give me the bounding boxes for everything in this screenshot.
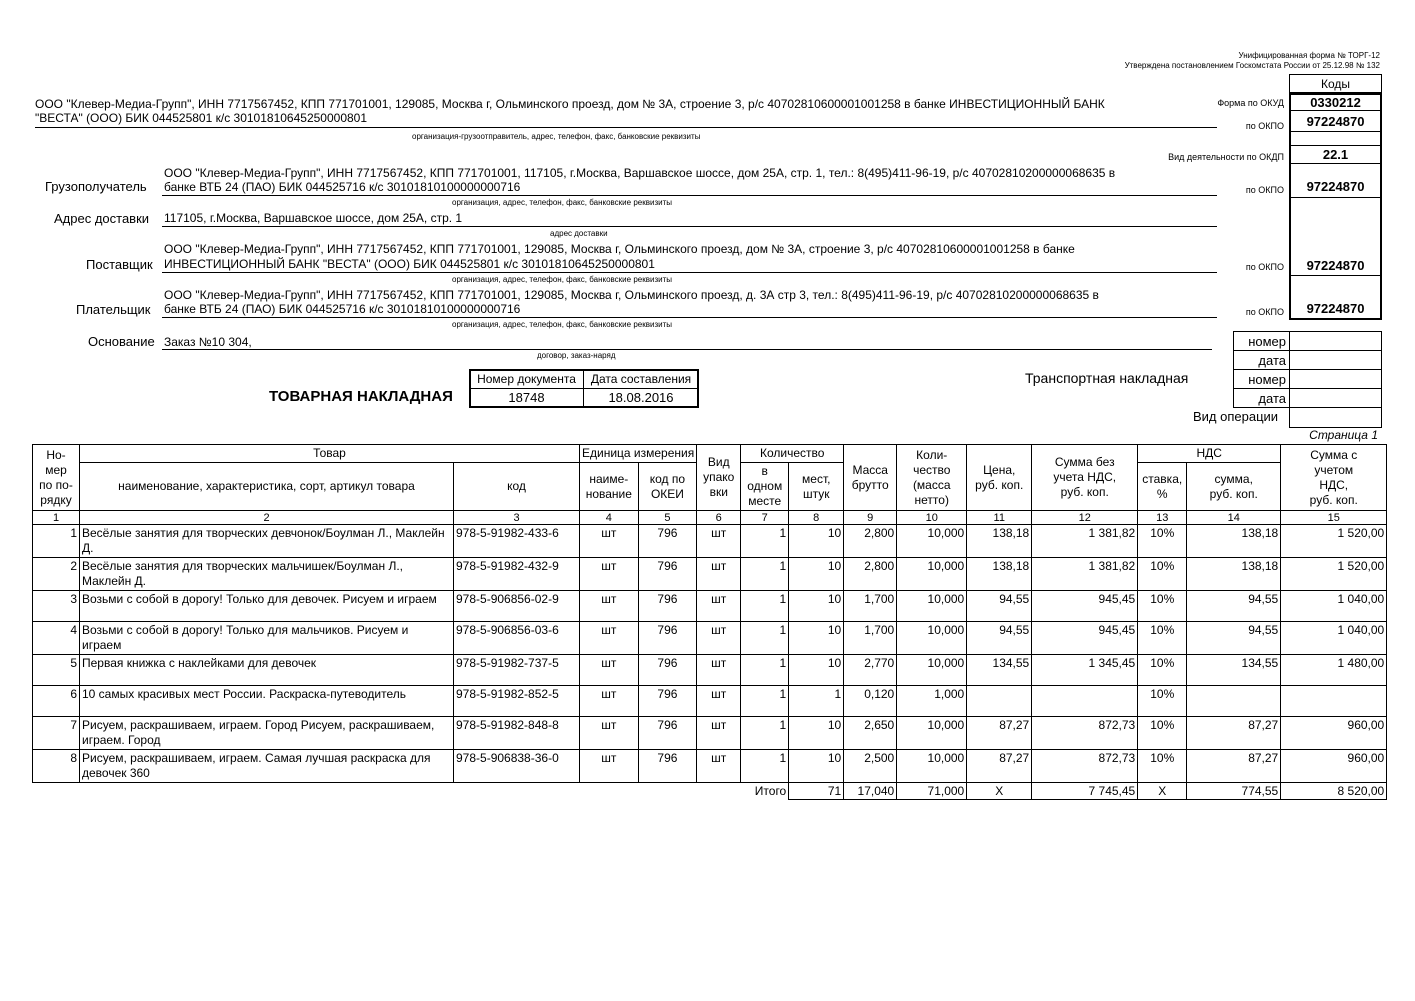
supplier-line-2: ИНВЕСТИЦИОННЫЙ БАНК "ВЕСТА" (ООО) БИК 044525801 к/с 30101810645250000801 xyxy=(164,257,655,271)
table-row xyxy=(33,525,1387,558)
item-places: 10 xyxy=(789,750,844,783)
document-number: 18748 xyxy=(508,390,545,405)
header-code: код xyxy=(454,463,580,511)
document-date: 18.08.2016 xyxy=(608,390,674,405)
item-qty-one: 1 xyxy=(741,750,789,783)
row-number: 7 xyxy=(33,717,80,750)
sender-line-1: ООО "Клевер-Медиа-Групп", ИНН 7717567452, КПП 771701001, 129085, Москва г, Ольминского проезд, дом № 3А, строение 3, р/с 40702810600001001258 в банке ИНВЕСТИЦИОННЫЙ БАНК xyxy=(35,97,1105,111)
item-unit: шт xyxy=(580,750,639,783)
col-num: 15 xyxy=(1281,511,1387,525)
receiver-line-2: банке ВТБ 24 (ПАО) БИК 044525716 к/с 30101810100000000716 xyxy=(164,180,521,194)
table-row xyxy=(33,750,1387,783)
codes-empty-cell xyxy=(1289,131,1382,145)
item-unit: шт xyxy=(580,686,639,717)
header-unit-okei: код по ОКЕИ xyxy=(638,463,697,511)
totals-spacer xyxy=(33,783,741,800)
item-name: Возьми с собой в дорогу! Только для мальчиков. Рисуем и играем xyxy=(80,622,454,655)
operation-value xyxy=(1289,407,1382,428)
col-num: 13 xyxy=(1138,511,1187,525)
item-vat-sum xyxy=(1187,686,1281,717)
item-sum-with-vat: 1 520,00 xyxy=(1281,558,1387,591)
document-title: ТОВАРНАЯ НАКЛАДНАЯ xyxy=(269,388,453,405)
basis-number-label: номер xyxy=(1233,331,1290,351)
basis-value: Заказ №10 304, xyxy=(164,335,252,349)
totals-places: 71 xyxy=(789,783,844,800)
item-pack: шт xyxy=(697,655,741,686)
item-sum-no-vat: 945,45 xyxy=(1032,591,1138,622)
table-row xyxy=(33,686,1387,717)
totals-mass: 17,040 xyxy=(844,783,897,800)
item-name: Рисуем, раскрашиваем, играем. Город Рисуем, раскрашиваем, играем. Город xyxy=(80,717,454,750)
item-price: 87,27 xyxy=(967,750,1032,783)
item-sum-no-vat: 1 381,82 xyxy=(1032,525,1138,558)
header-net-qty: Коли- чество (масса нетто) xyxy=(897,445,967,511)
item-mass: 1,700 xyxy=(844,622,897,655)
item-vat-sum: 138,18 xyxy=(1187,558,1281,591)
item-vat-rate: 10% xyxy=(1138,686,1187,717)
table-row xyxy=(33,717,1387,750)
totals-net: 71,000 xyxy=(897,783,967,800)
item-sum-with-vat: 1 040,00 xyxy=(1281,591,1387,622)
totals-sum-with-vat: 8 520,00 xyxy=(1281,783,1387,800)
item-vat-sum: 94,55 xyxy=(1187,591,1281,622)
item-mass: 2,650 xyxy=(844,717,897,750)
item-sum-no-vat: 872,73 xyxy=(1032,717,1138,750)
item-name: Рисуем, раскрашиваем, играем. Самая лучшая раскраска для девочек 360 xyxy=(80,750,454,783)
supplier-caption: организация, адрес, телефон, факс, банковские реквизиты xyxy=(452,275,672,284)
col-num: 14 xyxy=(1187,511,1281,525)
item-unit: шт xyxy=(580,558,639,591)
goods-table xyxy=(32,444,1387,800)
item-price: 94,55 xyxy=(967,622,1032,655)
okdp-label: Вид деятельности по ОКДП xyxy=(1168,152,1284,162)
header-sum-with-vat: Сумма с учетом НДС, руб. коп. xyxy=(1281,445,1387,511)
header-mass: Масса брутто xyxy=(844,445,897,511)
totals-vat-sum: 774,55 xyxy=(1187,783,1281,800)
item-sum-no-vat: 1 345,45 xyxy=(1032,655,1138,686)
item-name: Весёлые занятия для творческих мальчишек/Боулман Л., Маклейн Д. xyxy=(80,558,454,591)
item-sum-no-vat: 945,45 xyxy=(1032,622,1138,655)
receiver-caption: организация, адрес, телефон, факс, банковские реквизиты xyxy=(452,198,672,207)
item-okei: 796 xyxy=(638,622,697,655)
item-sum-no-vat: 872,73 xyxy=(1032,750,1138,783)
table-row xyxy=(33,622,1387,655)
delivery-value: 117105, г.Москва, Варшавское шоссе, дом 25А, стр. 1 xyxy=(164,211,463,225)
sender-underline xyxy=(35,127,1217,128)
delivery-caption: адрес доставки xyxy=(550,229,608,238)
item-vat-rate: 10% xyxy=(1138,591,1187,622)
totals-price: X xyxy=(967,783,1032,800)
item-vat-sum: 134,55 xyxy=(1187,655,1281,686)
item-net: 10,000 xyxy=(897,591,967,622)
item-price xyxy=(967,686,1032,717)
item-vat-sum: 94,55 xyxy=(1187,622,1281,655)
delivery-underline xyxy=(162,226,1217,227)
basis-underline xyxy=(162,349,1212,350)
item-price: 138,18 xyxy=(967,525,1032,558)
basis-date-value xyxy=(1289,350,1382,370)
doc-num-header: Номер документа xyxy=(477,372,576,386)
item-okei: 796 xyxy=(638,686,697,717)
item-pack: шт xyxy=(697,686,741,717)
item-places: 10 xyxy=(789,622,844,655)
item-places: 10 xyxy=(789,558,844,591)
item-mass: 2,800 xyxy=(844,525,897,558)
item-okei: 796 xyxy=(638,750,697,783)
item-mass: 1,700 xyxy=(844,591,897,622)
item-net: 10,000 xyxy=(897,525,967,558)
sender-okpo-value: 97224870 xyxy=(1289,110,1382,131)
item-vat-sum: 138,18 xyxy=(1187,525,1281,558)
item-net: 10,000 xyxy=(897,558,967,591)
item-vat-rate: 10% xyxy=(1138,622,1187,655)
item-unit: шт xyxy=(580,655,639,686)
item-price: 134,55 xyxy=(967,655,1032,686)
header-vat-sum: сумма, руб. коп. xyxy=(1187,463,1281,511)
sender-line-2: "ВЕСТА" (ООО) БИК 044525801 к/с 30101810645250000801 xyxy=(35,111,368,125)
okpo-label-4: по ОКПО xyxy=(1245,307,1284,317)
item-pack: шт xyxy=(697,717,741,750)
item-net: 10,000 xyxy=(897,717,967,750)
item-places: 10 xyxy=(789,717,844,750)
header-qty-one-place: в одном месте xyxy=(741,463,789,511)
item-sum-with-vat: 1 480,00 xyxy=(1281,655,1387,686)
receiver-line-1: ООО "Клевер-Медиа-Групп", ИНН 7717567452, КПП 771701001, 117105, г.Москва, Варшавское шоссе, дом 25А, стр. 1, тел.: 8(495)411-96-19, р/с 40702810200000068635 в xyxy=(164,166,1116,180)
item-pack: шт xyxy=(697,750,741,783)
okpo-label-3: по ОКПО xyxy=(1245,262,1284,272)
item-vat-sum: 87,27 xyxy=(1187,750,1281,783)
operation-label: Вид операции xyxy=(1193,409,1279,424)
item-vat-rate: 10% xyxy=(1138,750,1187,783)
transport-label: Транспортная накладная xyxy=(1025,370,1189,386)
header-price: Цена, руб. коп. xyxy=(967,445,1032,511)
item-price: 94,55 xyxy=(967,591,1032,622)
receiver-label: Грузополучатель xyxy=(45,179,147,194)
doc-box-divider xyxy=(583,389,584,408)
item-code: 978-5-906856-02-9 xyxy=(454,591,580,622)
col-num: 9 xyxy=(844,511,897,525)
col-num: 7 xyxy=(741,511,789,525)
header-row-number: Но- мер по по- рядку xyxy=(33,445,80,511)
page-label: Страница 1 xyxy=(1309,428,1378,442)
item-vat-rate: 10% xyxy=(1138,558,1187,591)
supplier-line-1: ООО "Клевер-Медиа-Групп", ИНН 7717567452, КПП 771701001, 129085, Москва г, Ольминского проезд, дом № 3А, строение 3, р/с 40702810600001001258 в банке xyxy=(164,242,1075,256)
item-name: Весёлые занятия для творческих девчонок/Боулман Л., Маклейн Д. xyxy=(80,525,454,558)
item-name: Первая книжка с наклейками для девочек xyxy=(80,655,454,686)
payer-underline xyxy=(162,317,1217,318)
item-sum-with-vat: 960,00 xyxy=(1281,750,1387,783)
payer-caption: организация, адрес, телефон, факс, банковские реквизиты xyxy=(452,320,672,329)
transport-number-label: номер xyxy=(1233,369,1290,389)
row-number: 2 xyxy=(33,558,80,591)
form-approval: Утверждена постановлением Госкомстата России от 25.12.98 № 132 xyxy=(1124,61,1380,70)
item-places: 10 xyxy=(789,591,844,622)
item-pack: шт xyxy=(697,558,741,591)
item-pack: шт xyxy=(697,622,741,655)
totals-row xyxy=(33,783,1387,800)
col-num: 5 xyxy=(638,511,697,525)
table-row xyxy=(33,558,1387,591)
table-row xyxy=(33,591,1387,622)
item-qty-one: 1 xyxy=(741,686,789,717)
item-sum-with-vat xyxy=(1281,686,1387,717)
item-mass: 2,800 xyxy=(844,558,897,591)
item-unit: шт xyxy=(580,525,639,558)
item-unit: шт xyxy=(580,717,639,750)
col-num: 12 xyxy=(1032,511,1138,525)
codes-title: Коды xyxy=(1289,74,1382,93)
item-qty-one: 1 xyxy=(741,525,789,558)
item-net: 10,000 xyxy=(897,750,967,783)
item-code: 978-5-91982-852-5 xyxy=(454,686,580,717)
row-number: 3 xyxy=(33,591,80,622)
header-vat: НДС xyxy=(1138,445,1281,463)
transport-number-value xyxy=(1289,369,1382,389)
item-qty-one: 1 xyxy=(741,655,789,686)
col-num: 2 xyxy=(80,511,454,525)
item-net: 1,000 xyxy=(897,686,967,717)
totals-vat-rate: X xyxy=(1138,783,1187,800)
okdp-value: 22.1 xyxy=(1289,145,1382,163)
item-mass: 2,500 xyxy=(844,750,897,783)
item-mass: 0,120 xyxy=(844,686,897,717)
item-sum-no-vat: 1 381,82 xyxy=(1032,558,1138,591)
item-pack: шт xyxy=(697,525,741,558)
item-sum-no-vat xyxy=(1032,686,1138,717)
basis-date-label: дата xyxy=(1233,350,1290,370)
item-code: 978-5-906838-36-0 xyxy=(454,750,580,783)
col-num: 4 xyxy=(580,511,639,525)
col-num: 1 xyxy=(33,511,80,525)
table-row xyxy=(33,655,1387,686)
col-num: 6 xyxy=(697,511,741,525)
item-vat-sum: 87,27 xyxy=(1187,717,1281,750)
item-pack: шт xyxy=(697,591,741,622)
header-qty-places: мест, штук xyxy=(789,463,844,511)
item-okei: 796 xyxy=(638,591,697,622)
item-sum-with-vat: 960,00 xyxy=(1281,717,1387,750)
totals-label: Итого xyxy=(754,784,787,798)
header-quantity: Количество xyxy=(741,445,844,463)
item-vat-rate: 10% xyxy=(1138,717,1187,750)
item-sum-with-vat: 1 040,00 xyxy=(1281,622,1387,655)
item-code: 978-5-91982-737-5 xyxy=(454,655,580,686)
item-name: 10 самых красивых мест России. Раскраска-путеводитель xyxy=(80,686,454,717)
col-num: 3 xyxy=(454,511,580,525)
row-number: 6 xyxy=(33,686,80,717)
item-code: 978-5-906856-03-6 xyxy=(454,622,580,655)
item-name: Возьми с собой в дорогу! Только для девочек. Рисуем и играем xyxy=(80,591,454,622)
column-numbers-row xyxy=(33,511,1387,525)
form-number: Унифицированная форма № ТОРГ-12 xyxy=(1238,51,1380,60)
item-okei: 796 xyxy=(638,655,697,686)
header-unit: Единица измерения xyxy=(580,445,697,463)
row-number: 5 xyxy=(33,655,80,686)
header-goods: Товар xyxy=(80,445,580,463)
receiver-underline xyxy=(162,195,1217,196)
supplier-okpo-value: 97224870 xyxy=(1289,197,1382,275)
item-okei: 796 xyxy=(638,525,697,558)
item-vat-rate: 10% xyxy=(1138,655,1187,686)
item-places: 10 xyxy=(789,655,844,686)
supplier-underline xyxy=(162,272,1217,273)
header-sum-no-vat: Сумма без учета НДС, руб. коп. xyxy=(1032,445,1138,511)
item-price: 87,27 xyxy=(967,717,1032,750)
basis-caption: договор, заказ-наряд xyxy=(537,351,616,360)
item-net: 10,000 xyxy=(897,622,967,655)
item-code: 978-5-91982-433-6 xyxy=(454,525,580,558)
supplier-label: Поставщик xyxy=(86,257,153,272)
col-num: 10 xyxy=(897,511,967,525)
item-qty-one: 1 xyxy=(741,591,789,622)
doc-date-header: Дата составления xyxy=(590,372,692,386)
receiver-okpo-value: 97224870 xyxy=(1289,163,1382,197)
item-net: 10,000 xyxy=(897,655,967,686)
payer-line-1: ООО "Клевер-Медиа-Групп", ИНН 7717567452, КПП 771701001, 129085, Москва г, Ольминского проезд, д. 3А стр 3, тел.: 8(495)411-96-19, р/с 40702810200000068635 в xyxy=(164,288,1099,302)
item-okei: 796 xyxy=(638,717,697,750)
payer-label: Плательщик xyxy=(76,302,151,317)
basis-number-value xyxy=(1289,331,1382,351)
payer-line-2: банке ВТБ 24 (ПАО) БИК 044525716 к/с 30101810100000000716 xyxy=(164,302,521,316)
header-pack: Вид упако вки xyxy=(697,445,741,511)
item-unit: шт xyxy=(580,591,639,622)
row-number: 1 xyxy=(33,525,80,558)
goods-rows xyxy=(33,525,1387,783)
header-unit-name: наиме- нование xyxy=(580,463,639,511)
basis-label: Основание xyxy=(88,334,155,349)
sender-caption: организация-грузоотправитель, адрес, телефон, факс, банковские реквизиты xyxy=(412,132,701,141)
item-vat-rate: 10% xyxy=(1138,525,1187,558)
item-qty-one: 1 xyxy=(741,717,789,750)
item-code: 978-5-91982-432-9 xyxy=(454,558,580,591)
totals-sum-no-vat: 7 745,45 xyxy=(1032,783,1138,800)
item-unit: шт xyxy=(580,622,639,655)
item-qty-one: 1 xyxy=(741,558,789,591)
okud-label: Форма по ОКУД xyxy=(1217,98,1284,108)
transport-date-label: дата xyxy=(1233,388,1290,408)
col-num: 8 xyxy=(789,511,844,525)
item-qty-one: 1 xyxy=(741,622,789,655)
header-goods-name: наименование, характеристика, сорт, артикул товара xyxy=(80,463,454,511)
payer-okpo-value: 97224870 xyxy=(1289,275,1382,320)
item-places: 10 xyxy=(789,525,844,558)
item-okei: 796 xyxy=(638,558,697,591)
item-places: 1 xyxy=(789,686,844,717)
okud-value: 0330212 xyxy=(1289,93,1382,110)
item-price: 138,18 xyxy=(967,558,1032,591)
row-number: 8 xyxy=(33,750,80,783)
okpo-label-1: по ОКПО xyxy=(1245,121,1284,131)
transport-date-value xyxy=(1289,388,1382,408)
col-num: 11 xyxy=(967,511,1032,525)
row-number: 4 xyxy=(33,622,80,655)
delivery-label: Адрес доставки xyxy=(54,211,150,226)
item-mass: 2,770 xyxy=(844,655,897,686)
okpo-label-2: по ОКПО xyxy=(1245,185,1284,195)
item-sum-with-vat: 1 520,00 xyxy=(1281,525,1387,558)
item-code: 978-5-91982-848-8 xyxy=(454,717,580,750)
header-vat-rate: ставка, % xyxy=(1138,463,1187,511)
